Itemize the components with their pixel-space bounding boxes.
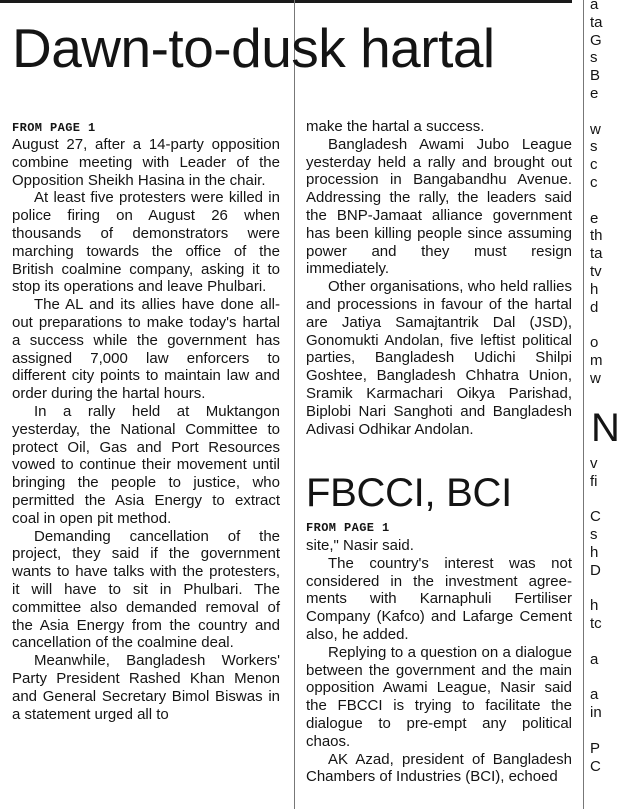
paragraph: Bangladesh Awami Jubo League yesterday held a rally and brought out procession in Bangabandhu Avenue. Addressing the rally, the leaders said the BNP-Jamaat alliance government has been killing people since assuming power and they must resign immediately.: [306, 135, 572, 278]
edge-strip-line: w: [590, 369, 601, 387]
edge-strip-line: s: [590, 526, 598, 544]
edge-strip-line: th: [590, 227, 603, 245]
edge-strip-line: [590, 316, 603, 334]
edge-strip-line: C: [590, 508, 601, 526]
paragraph: Replying to a question on a dialogue between the government and the main opposition Awami League, Nasir said the FBCCI is trying to facilitate the dialogue to pre-empt any political chaos.: [306, 643, 572, 750]
edge-strip-line: s: [590, 49, 598, 67]
paragraph: Other organisations, who held rallies and processions in favour of the hartal are Jatiya Samajtantrik Dal (JSD), Gonomukti Andolan, five leftist political parties, Bangladesh Udichi Shilpi Goshtee, Bangladesh Chhatra Union, Sramik Karmachari Oikya Parishad, Biplobi Nari Sanghoti and Bangladesh Adivasi Odhikar Andolan.: [306, 278, 572, 438]
column-divider: [294, 0, 295, 809]
edge-strip-line: d: [590, 298, 599, 316]
edge-strip-line: m: [590, 351, 603, 369]
edge-strip-line: ta: [590, 13, 603, 31]
edge-strip-line: a: [590, 686, 599, 704]
edge-strip-bottom: [590, 455, 602, 775]
column-divider-right: [583, 0, 584, 809]
edge-strip-line: [590, 722, 602, 740]
fbcci-kicker: FROM PAGE 1: [306, 521, 390, 535]
paragraph: Meanwhile, Bangladesh Workers' Party President Rashed Khan Menon and General Secretary Bimol Biswas in a statement urged all to: [12, 652, 280, 723]
edge-strip-top: [590, 0, 603, 388]
edge-strip-line: a: [590, 650, 599, 668]
edge-strip-line: in: [590, 704, 602, 722]
paragraph: The country's interest was not considered in the investment agreements with Karnaphuli Fertiliser Company (Kafco) and Lafarge Cement also, he added.: [306, 554, 572, 643]
paragraph: At least five protesters were killed in police firing on August 26 when thousands of demonstrators were marching towards the office of the British coalmine company, asking it to stop its operations and leave Phulbari.: [12, 189, 280, 296]
top-rule: [0, 0, 572, 3]
edge-strip-line: G: [590, 31, 602, 49]
edge-strip-line: C: [590, 757, 601, 775]
edge-strip-line: [590, 580, 602, 598]
fbcci-headline: FBCCI, BCI: [306, 471, 512, 515]
edge-strip-line: tc: [590, 615, 602, 633]
edge-strip-headline: N: [591, 406, 620, 450]
edge-strip-line: tv: [590, 262, 602, 280]
edge-strip-line: s: [590, 138, 598, 156]
edge-strip-line: h: [590, 280, 599, 298]
edge-strip-line: D: [590, 561, 601, 579]
paragraph: The AL and its allies have done allout preparations to make today's hartal a success while the government has assigned 7,000 law enforcers to different city points to maintain law and order during the hartal hours.: [12, 296, 280, 403]
paragraph: site," Nasir said.: [306, 537, 414, 554]
hartal-column-left: [12, 136, 280, 723]
edge-strip-line: B: [590, 67, 601, 85]
edge-strip-line: o: [590, 334, 599, 352]
edge-strip-line: e: [590, 209, 599, 227]
edge-strip-line: [590, 103, 603, 121]
edge-strip-line: fi: [590, 472, 598, 490]
edge-strip-line: h: [590, 597, 599, 615]
edge-strip-line: P: [590, 739, 601, 757]
paragraph: AK Azad, president of Bangladesh Chambers of Industries (BCI), echoed: [306, 750, 572, 786]
edge-strip-line: [590, 669, 602, 687]
edge-strip-line: w: [590, 120, 601, 138]
edge-strip-line: a: [590, 0, 599, 13]
edge-strip-line: [590, 633, 602, 651]
paragraph: make the hartal a success.: [306, 118, 485, 135]
edge-strip-line: c: [590, 156, 598, 174]
edge-strip-line: c: [590, 173, 598, 191]
edge-strip-line: [590, 491, 602, 509]
fbcci-column: [306, 537, 572, 786]
paragraph: In a rally held at Muktangon yesterday, the National Committee to protect Oil, Gas and Port Resources vowed to continue their movement until bringing the people to justice, who permitted the Asia Energy to extract coal in open pit method.: [12, 402, 280, 527]
hartal-column-right: [306, 118, 572, 438]
hartal-kicker: FROM PAGE 1: [12, 121, 96, 135]
edge-strip-line: [590, 192, 603, 210]
edge-strip-line: v: [590, 455, 598, 472]
paragraph: Demanding cancellation of the project, they said if the government wants to have talks with the protesters, it will have to sit in Phulbari. The committee also demanded removal of the Asia Energy from the country and cancellation of the coalmine deal.: [12, 527, 280, 652]
hartal-headline: Dawn-to-dusk hartal: [12, 17, 495, 79]
edge-strip-line: ta: [590, 245, 603, 263]
edge-strip-line: e: [590, 84, 599, 102]
edge-strip-line: h: [590, 543, 599, 561]
paragraph: August 27, after a 14-party opposition combine meeting with Leader of the Opposition Sheikh Hasina in the chair.: [12, 136, 280, 189]
